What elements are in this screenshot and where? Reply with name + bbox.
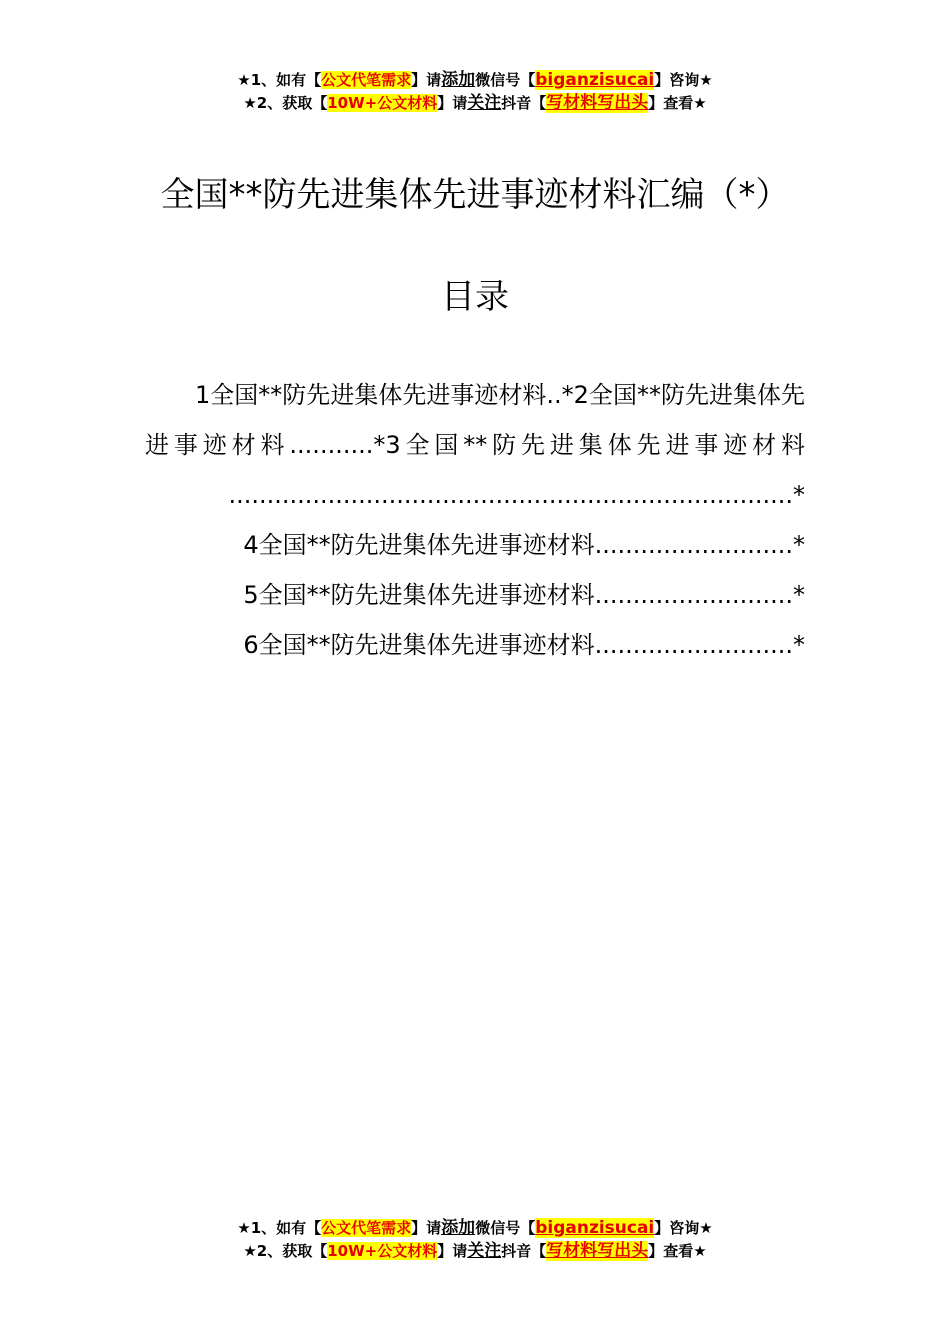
promo-text: ★2、获取【	[243, 94, 328, 112]
promo-text: 抖音【	[501, 1242, 547, 1260]
promo-text: 】请	[437, 94, 468, 112]
promo-footer	[0, 1217, 950, 1263]
toc-item: 5全国**防先进集体先进事迹材料..........................*	[243, 581, 805, 609]
promo-text: 微信号【	[475, 71, 536, 89]
promo-underline: 关注	[467, 1241, 502, 1261]
promo-text: 】请	[411, 71, 442, 89]
promo-text: 】查看★	[648, 94, 707, 112]
promo-wechat-id: biganzisucai	[535, 1218, 655, 1238]
table-of-contents	[145, 370, 805, 670]
promo-text: 】查看★	[648, 1242, 707, 1260]
promo-underline: 添加	[441, 1218, 476, 1238]
toc-leader: ..........................................................................*	[228, 481, 805, 509]
promo-line-2	[0, 1240, 950, 1263]
promo-text: 】请	[411, 1219, 442, 1237]
promo-highlight: 10W+公文材料	[327, 1242, 438, 1260]
promo-text: 微信号【	[475, 1219, 536, 1237]
promo-text: 】咨询★	[654, 1219, 713, 1237]
promo-underline: 关注	[467, 93, 502, 113]
promo-text: 】请	[437, 1242, 468, 1260]
promo-highlight: 公文代笔需求	[321, 1219, 412, 1237]
promo-line-2	[0, 92, 950, 115]
promo-wechat-id: biganzisucai	[535, 70, 655, 90]
promo-highlight: 公文代笔需求	[321, 71, 412, 89]
promo-text: ★1、如有【	[237, 1219, 322, 1237]
promo-underline: 添加	[441, 70, 476, 90]
toc-heading: 目录	[441, 277, 509, 317]
toc-item: 6全国**防先进集体先进事迹材料..........................*	[243, 631, 805, 659]
promo-text: 抖音【	[501, 94, 547, 112]
promo-douyin-id: 写材料写出头	[546, 1241, 649, 1261]
promo-line-1	[0, 69, 950, 92]
document-title: 全国**防先进集体先进事迹材料汇编（*）	[160, 175, 790, 215]
promo-header	[0, 69, 950, 115]
promo-text: ★1、如有【	[237, 71, 322, 89]
toc-item: 4全国**防先进集体先进事迹材料..........................*	[243, 531, 805, 559]
promo-douyin-id: 写材料写出头	[546, 93, 649, 113]
promo-line-1	[0, 1217, 950, 1240]
promo-text: ★2、获取【	[243, 1242, 328, 1260]
toc-paragraph: 1全国**防先进集体先进事迹材料..*2全国**防先进集体先进事迹材料...........*3全国**防先进集体先进事迹材料	[145, 381, 805, 459]
promo-text: 】咨询★	[654, 71, 713, 89]
promo-highlight: 10W+公文材料	[327, 94, 438, 112]
